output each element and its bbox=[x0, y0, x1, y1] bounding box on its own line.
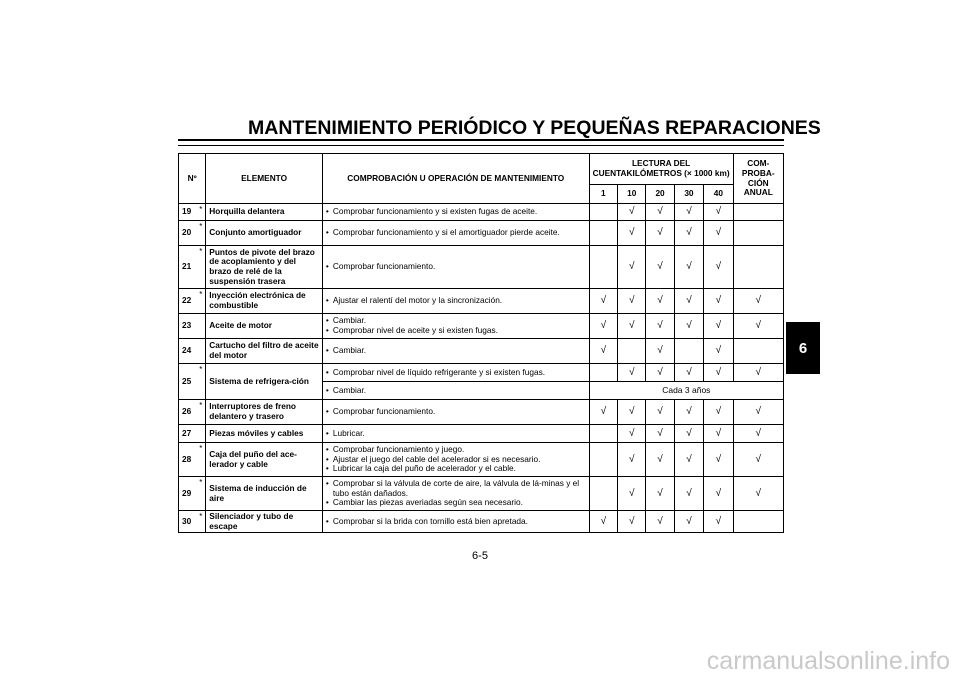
km-check-mark: √ bbox=[589, 339, 617, 364]
km-check-mark: √ bbox=[704, 511, 733, 533]
watermark: carmanualsonline.info bbox=[706, 647, 950, 675]
header-element: ELEMENTO bbox=[206, 154, 323, 204]
operation-text: • Cambiar. bbox=[326, 346, 587, 356]
header-km-40: 40 bbox=[704, 185, 733, 204]
km-check-mark bbox=[618, 339, 646, 364]
item-number: 19 bbox=[179, 204, 197, 221]
km-check-mark: √ bbox=[646, 314, 674, 339]
operation-text: • Comprobar funcionamiento y si el amortiguador pierde aceite. bbox=[326, 228, 587, 238]
page-title: MANTENIMIENTO PERIÓDICO Y PEQUEÑAS REPARACIONES bbox=[248, 117, 821, 139]
km-check-mark: √ bbox=[674, 314, 703, 339]
item-number: 21 bbox=[179, 246, 197, 289]
dealer-service-mark: * bbox=[196, 221, 205, 246]
km-check-mark: √ bbox=[674, 477, 703, 511]
annual-check-mark: √ bbox=[733, 364, 783, 382]
km-check-mark: √ bbox=[618, 400, 646, 425]
annual-check-mark bbox=[733, 339, 783, 364]
title-rule bbox=[178, 139, 784, 146]
item-element: Inyección electrónica de combustible bbox=[206, 289, 323, 314]
operation-text: • Ajustar el ralentí del motor y la sincronización. bbox=[326, 296, 587, 306]
operation-text: • Comprobar funcionamiento y juego. bbox=[326, 445, 587, 455]
km-check-mark: √ bbox=[618, 314, 646, 339]
operation-text: • Lubricar. bbox=[326, 429, 587, 439]
km-check-mark: √ bbox=[704, 477, 733, 511]
dealer-service-mark bbox=[196, 314, 205, 339]
header-km-10: 10 bbox=[618, 185, 646, 204]
km-check-mark bbox=[674, 339, 703, 364]
km-check-mark: √ bbox=[704, 339, 733, 364]
km-check-mark: √ bbox=[646, 246, 674, 289]
item-element: Horquilla delantera bbox=[206, 204, 323, 221]
km-check-mark: √ bbox=[674, 289, 703, 314]
item-element: Cartucho del filtro de aceite del motor bbox=[206, 339, 323, 364]
annual-check-mark: √ bbox=[733, 425, 783, 443]
dealer-service-mark: * bbox=[196, 364, 205, 400]
header-km-30: 30 bbox=[674, 185, 703, 204]
table-row bbox=[179, 221, 784, 246]
item-number: 23 bbox=[179, 314, 197, 339]
operation-text: • Lubricar la caja del puño de acelerador y el cable. bbox=[326, 464, 587, 474]
km-check-mark: √ bbox=[646, 425, 674, 443]
item-number: 28 bbox=[179, 443, 197, 477]
annual-check-mark: √ bbox=[733, 477, 783, 511]
operation-text: • Ajustar el juego del cable del acelerador si es necesario. bbox=[326, 455, 587, 465]
km-check-mark: √ bbox=[704, 443, 733, 477]
table-row bbox=[179, 339, 784, 364]
km-check-mark: √ bbox=[618, 425, 646, 443]
item-number: 26 bbox=[179, 400, 197, 425]
km-check-mark: √ bbox=[674, 221, 703, 246]
item-number: 20 bbox=[179, 221, 197, 246]
km-check-mark: √ bbox=[618, 204, 646, 221]
km-check-mark: √ bbox=[618, 477, 646, 511]
km-check-mark bbox=[589, 221, 617, 246]
maintenance-operations bbox=[322, 314, 589, 339]
km-check-mark: √ bbox=[618, 443, 646, 477]
km-check-mark: √ bbox=[704, 289, 733, 314]
km-check-mark: √ bbox=[704, 204, 733, 221]
km-check-mark: √ bbox=[674, 246, 703, 289]
page-number: 6-5 bbox=[472, 550, 488, 562]
maintenance-operations bbox=[322, 425, 589, 443]
operation-text: • Cambiar. bbox=[326, 316, 587, 326]
item-number: 24 bbox=[179, 339, 197, 364]
km-check-mark: √ bbox=[674, 204, 703, 221]
item-number: 30 bbox=[179, 511, 197, 533]
operation-text: • Comprobar si la brida con tornillo está bien apretada. bbox=[326, 517, 587, 527]
maintenance-operations bbox=[322, 382, 589, 400]
operation-text: • Comprobar nivel de líquido refrigerante y si existen fugas. bbox=[326, 368, 587, 378]
maintenance-operations bbox=[322, 511, 589, 533]
item-number: 27 bbox=[179, 425, 197, 443]
maintenance-operations bbox=[322, 443, 589, 477]
item-element: Sistema de refrigera-ción bbox=[206, 364, 323, 400]
dealer-service-mark: * bbox=[196, 400, 205, 425]
item-element: Aceite de motor bbox=[206, 314, 323, 339]
km-check-mark bbox=[589, 204, 617, 221]
km-check-mark: √ bbox=[646, 204, 674, 221]
header-annual: COM-PROBA-CIÓN ANUAL bbox=[733, 154, 783, 204]
annual-check-mark bbox=[733, 221, 783, 246]
table-row bbox=[179, 204, 784, 221]
operation-text: • Comprobar funcionamiento. bbox=[326, 407, 587, 417]
km-check-mark: √ bbox=[618, 511, 646, 533]
km-check-mark: √ bbox=[618, 364, 646, 382]
operation-text: • Cambiar las piezas averiadas según sea necesario. bbox=[326, 498, 587, 508]
header-km-1: 1 bbox=[589, 185, 617, 204]
table-row bbox=[179, 246, 784, 289]
dealer-service-mark: * bbox=[196, 204, 205, 221]
km-check-mark bbox=[589, 425, 617, 443]
km-check-mark: √ bbox=[674, 511, 703, 533]
operation-text: • Comprobar funcionamiento y si existen fugas de aceite. bbox=[326, 207, 587, 217]
km-check-mark: √ bbox=[618, 221, 646, 246]
header-number: Nº bbox=[179, 154, 206, 204]
chapter-tab: 6 bbox=[786, 322, 820, 374]
header-check: COMPROBACIÓN U OPERACIÓN DE MANTENIMIENTO bbox=[322, 154, 589, 204]
item-element: Sistema de inducción de aire bbox=[206, 477, 323, 511]
item-element: Interruptores de freno delantero y trasero bbox=[206, 400, 323, 425]
km-check-mark: √ bbox=[704, 314, 733, 339]
table-row bbox=[179, 364, 784, 382]
annual-check-mark: √ bbox=[733, 289, 783, 314]
interval-span-text: Cada 3 años bbox=[589, 382, 783, 400]
item-element: Caja del puño del ace-lerador y cable bbox=[206, 443, 323, 477]
annual-check-mark bbox=[733, 246, 783, 289]
km-check-mark: √ bbox=[704, 246, 733, 289]
header-km-20: 20 bbox=[646, 185, 674, 204]
operation-text: • Comprobar nivel de aceite y si existen fugas. bbox=[326, 326, 587, 336]
maintenance-operations bbox=[322, 339, 589, 364]
table-row bbox=[179, 511, 784, 533]
item-number: 29 bbox=[179, 477, 197, 511]
km-check-mark: √ bbox=[646, 364, 674, 382]
table-row bbox=[179, 289, 784, 314]
operation-text: • Comprobar funcionamiento. bbox=[326, 262, 587, 272]
dealer-service-mark: * bbox=[196, 477, 205, 511]
maintenance-operations bbox=[322, 246, 589, 289]
km-check-mark: √ bbox=[704, 364, 733, 382]
table-row bbox=[179, 477, 784, 511]
annual-check-mark: √ bbox=[733, 443, 783, 477]
km-check-mark: √ bbox=[704, 425, 733, 443]
item-number: 25 bbox=[179, 364, 197, 400]
dealer-service-mark bbox=[196, 425, 205, 443]
km-check-mark: √ bbox=[674, 364, 703, 382]
table-row bbox=[179, 400, 784, 425]
km-check-mark: √ bbox=[674, 443, 703, 477]
km-check-mark: √ bbox=[646, 221, 674, 246]
maintenance-table bbox=[178, 153, 784, 533]
annual-check-mark: √ bbox=[733, 400, 783, 425]
km-check-mark bbox=[589, 443, 617, 477]
km-check-mark: √ bbox=[589, 314, 617, 339]
maintenance-operations bbox=[322, 364, 589, 382]
km-check-mark: √ bbox=[589, 400, 617, 425]
maintenance-operations bbox=[322, 400, 589, 425]
km-check-mark: √ bbox=[589, 511, 617, 533]
km-check-mark: √ bbox=[674, 400, 703, 425]
item-element: Piezas móviles y cables bbox=[206, 425, 323, 443]
km-check-mark: √ bbox=[646, 511, 674, 533]
maintenance-operations bbox=[322, 204, 589, 221]
operation-text: • Comprobar si la válvula de corte de aire, la válvula de lá-minas y el tubo están dañados. bbox=[326, 479, 587, 498]
km-check-mark: √ bbox=[618, 289, 646, 314]
table-row bbox=[179, 314, 784, 339]
item-element: Silenciador y tubo de escape bbox=[206, 511, 323, 533]
km-check-mark: √ bbox=[589, 289, 617, 314]
km-check-mark: √ bbox=[704, 400, 733, 425]
operation-text: • Cambiar. bbox=[326, 386, 587, 396]
header-odometer: LECTURA DEL CUENTAKILÓMETROS (× 1000 km) bbox=[589, 154, 733, 185]
km-check-mark: √ bbox=[646, 477, 674, 511]
km-check-mark bbox=[589, 477, 617, 511]
annual-check-mark bbox=[733, 204, 783, 221]
item-element: Conjunto amortiguador bbox=[206, 221, 323, 246]
table-row bbox=[179, 425, 784, 443]
km-check-mark bbox=[589, 246, 617, 289]
km-check-mark bbox=[589, 364, 617, 382]
table-row bbox=[179, 443, 784, 477]
annual-check-mark: √ bbox=[733, 314, 783, 339]
dealer-service-mark: * bbox=[196, 289, 205, 314]
km-check-mark: √ bbox=[646, 289, 674, 314]
km-check-mark: √ bbox=[646, 400, 674, 425]
maintenance-table-body bbox=[179, 204, 784, 533]
km-check-mark: √ bbox=[618, 246, 646, 289]
item-number: 22 bbox=[179, 289, 197, 314]
dealer-service-mark: * bbox=[196, 443, 205, 477]
item-element: Puntos de pivote del brazo de acoplamiento y del brazo de relé de la suspensión trasera bbox=[206, 246, 323, 289]
dealer-service-mark: * bbox=[196, 246, 205, 289]
annual-check-mark bbox=[733, 511, 783, 533]
maintenance-operations bbox=[322, 289, 589, 314]
maintenance-operations bbox=[322, 477, 589, 511]
dealer-service-mark: * bbox=[196, 511, 205, 533]
maintenance-operations bbox=[322, 221, 589, 246]
km-check-mark: √ bbox=[674, 425, 703, 443]
km-check-mark: √ bbox=[646, 339, 674, 364]
dealer-service-mark bbox=[196, 339, 205, 364]
km-check-mark: √ bbox=[704, 221, 733, 246]
km-check-mark: √ bbox=[646, 443, 674, 477]
